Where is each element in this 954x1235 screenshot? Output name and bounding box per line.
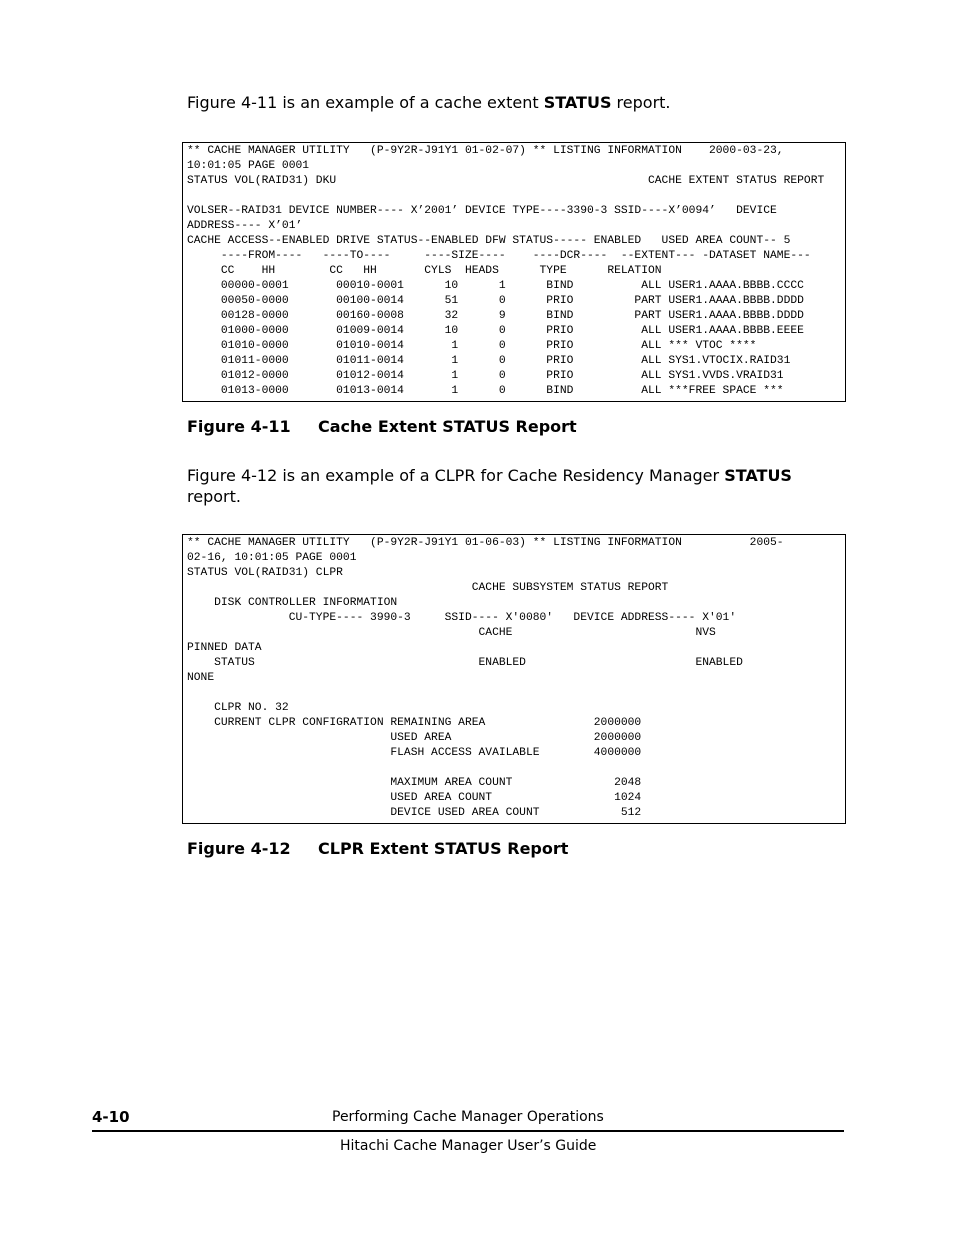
intro-paragraph-1 (187, 92, 827, 113)
intro-bold-keyword: STATUS (724, 466, 792, 485)
report-line: STATUS VOL(RAID31) DKU CACHE EXTENT STATUS REPORT (187, 175, 825, 187)
footer-divider (92, 1130, 844, 1132)
report-line: FLASH ACCESS AVAILABLE 4000000 (187, 747, 642, 759)
report-line: 02-16, 10:01:05 PAGE 0001 (187, 552, 357, 564)
footer-book-title: Hitachi Cache Manager User’s Guide (340, 1138, 597, 1154)
report-line: CU-TYPE---- 3990-3 SSID---- X'0080' DEVICE ADDRESS---- X'01' (187, 612, 737, 624)
report-line: STATUS VOL(RAID31) CLPR (187, 567, 343, 579)
report-line: DEVICE USED AREA COUNT 512 (187, 807, 642, 819)
report-line: USED AREA 2000000 (187, 732, 642, 744)
report-line: ** CACHE MANAGER UTILITY (P-9Y2R-J91Y1 01-02-07) ** LISTING INFORMATION 2000-03-23, (187, 145, 784, 157)
report-line (187, 189, 845, 204)
report-line: DISK CONTROLLER INFORMATION (187, 597, 398, 609)
clpr-status-report-listing (182, 534, 846, 824)
intro-text-end: report. (187, 487, 241, 506)
report-line: CURRENT CLPR CONFIGRATION REMAINING AREA 2000000 (187, 717, 642, 729)
report-line (187, 686, 845, 701)
report-line: CC HH CC HH CYLS HEADS TYPE RELATION (187, 265, 662, 277)
report-line: USED AREA COUNT 1024 (187, 792, 642, 804)
figure-caption-4-11 (187, 417, 577, 436)
report-line (187, 761, 845, 776)
report-line: 01011-0000 01011-0014 1 0 PRIO ALL SYS1.VTOCIX.RAID31 (187, 355, 791, 367)
figure-caption-4-12 (187, 839, 569, 858)
intro-paragraph-2 (187, 465, 827, 507)
report-line: PINNED DATA (187, 642, 262, 654)
figure-number: Figure 4-12 (187, 839, 291, 858)
report-line: STATUS ENABLED ENABLED (187, 657, 743, 669)
report-line: 00128-0000 00160-0008 32 9 BIND PART USER1.AAAA.BBBB.DDDD (187, 310, 804, 322)
report-line: 00000-0001 00010-0001 10 1 BIND ALL USER1.AAAA.BBBB.CCCC (187, 280, 804, 292)
report-line: NONE (187, 672, 215, 684)
intro-text-end: report. (611, 93, 671, 112)
intro-bold-keyword: STATUS (543, 93, 612, 112)
intro-text: Figure 4-11 is an example of a cache extent (187, 93, 544, 112)
report-line: 10:01:05 PAGE 0001 (187, 160, 310, 172)
report-line: ADDRESS---- X’01’ (187, 220, 303, 232)
page-number: 4-10 (92, 1108, 130, 1126)
report-line: VOLSER--RAID31 DEVICE NUMBER---- X’2001’ DEVICE TYPE----3390-3 SSID----X’0094’ DEVICE (187, 205, 777, 217)
report-line: 01010-0000 01010-0014 1 0 PRIO ALL *** VTOC **** (187, 340, 757, 352)
figure-title: Cache Extent STATUS Report (318, 417, 577, 436)
report-line: CACHE ACCESS--ENABLED DRIVE STATUS--ENABLED DFW STATUS----- ENABLED USED AREA COUNT-- 5 (187, 235, 791, 247)
report-line: 00050-0000 00100-0014 51 0 PRIO PART USER1.AAAA.BBBB.DDDD (187, 295, 804, 307)
cache-extent-status-report-listing (182, 142, 846, 402)
report-line: ** CACHE MANAGER UTILITY (P-9Y2R-J91Y1 01-06-03) ** LISTING INFORMATION 2005- (187, 537, 784, 549)
report-line: 01000-0000 01009-0014 10 0 PRIO ALL USER1.AAAA.BBBB.EEEE (187, 325, 804, 337)
report-line: CACHE NVS (187, 627, 716, 639)
report-line: CACHE SUBSYSTEM STATUS REPORT (187, 582, 669, 594)
report-line: MAXIMUM AREA COUNT 2048 (187, 777, 642, 789)
footer-section-title: Performing Cache Manager Operations (332, 1109, 604, 1125)
figure-number: Figure 4-11 (187, 417, 291, 436)
figure-title: CLPR Extent STATUS Report (318, 839, 569, 858)
report-line: 01012-0000 01012-0014 1 0 PRIO ALL SYS1.VVDS.VRAID31 (187, 370, 784, 382)
report-line: ----FROM---- ----TO---- ----SIZE---- ----DCR---- --EXTENT--- -DATASET NAME--- (187, 250, 811, 262)
report-line: 01013-0000 01013-0014 1 0 BIND ALL ***FREE SPACE *** (187, 385, 784, 397)
intro-text: Figure 4-12 is an example of a CLPR for Cache Residency Manager (187, 466, 725, 485)
report-line: CLPR NO. 32 (187, 702, 289, 714)
